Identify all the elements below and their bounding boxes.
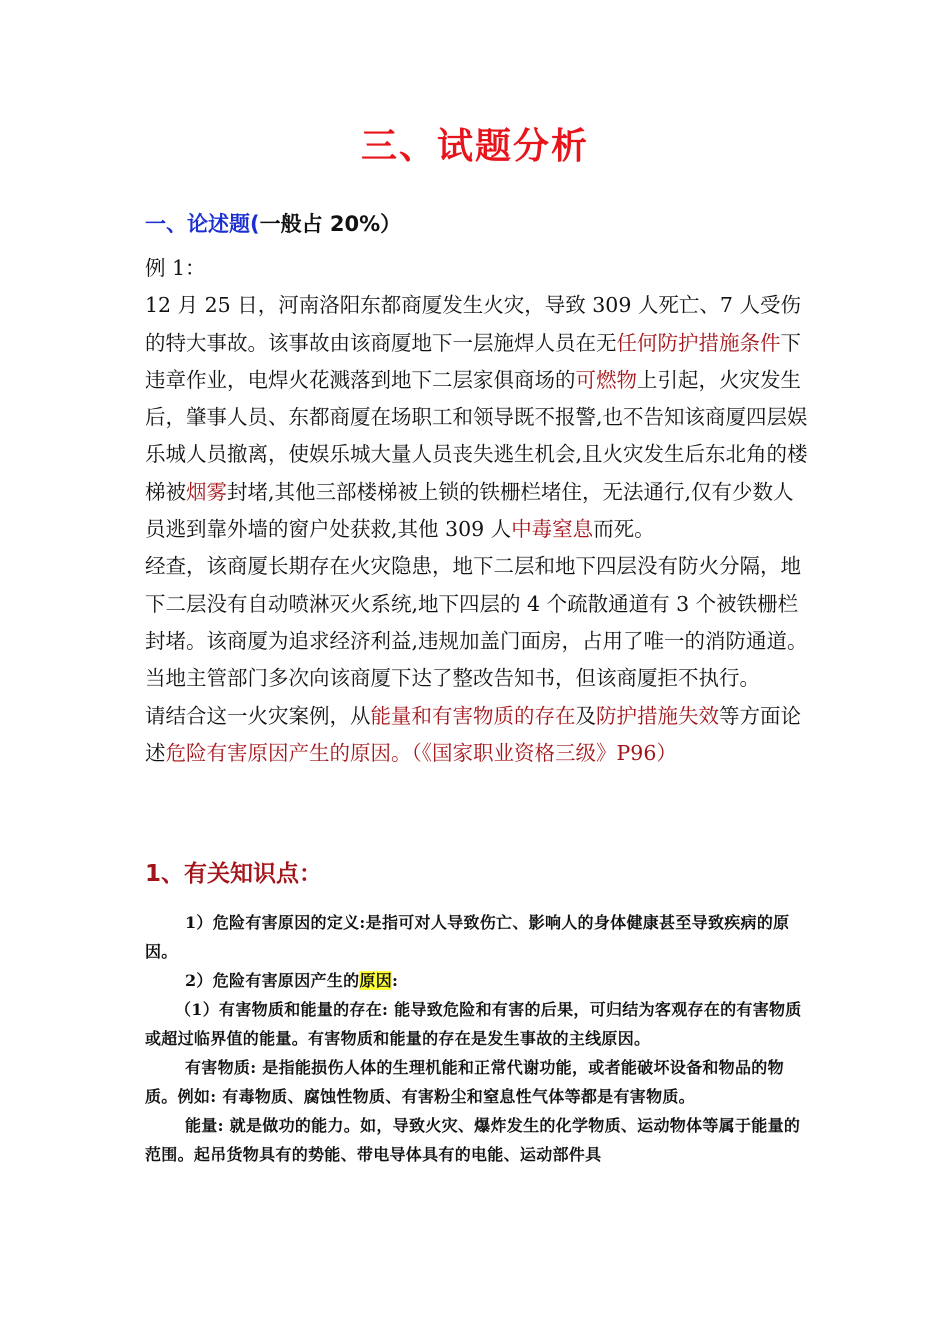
knowledge-text (145, 908, 809, 1169)
knowledge-item-energy: 能量: 就是做功的能力。如，导致火灾、爆炸发生的化学物质、运动物体等属于能量的范围。起吊货物具有的势能、带电导体具有的电能、运动部件具 (145, 1116, 801, 1164)
text-run: 12 月 25 日，河南洛阳东都商厦发生火灾，导致 309 人死亡、7 人受伤的特大事故。该事故由该商厦地下一层施焊人员在无 (145, 293, 801, 355)
highlighted-word: 原因 (359, 971, 393, 990)
highlight-text: 危险有害原因产生的原因。（《国家职业资格三级》P96） (165, 740, 677, 765)
text-run: 下违章作业，电焊火花溅落到地下二层家俱商场的 (145, 330, 801, 392)
text-run: 及 (575, 703, 596, 728)
case-paragraph-1 (145, 287, 809, 548)
text-run: : (392, 971, 399, 990)
section-heading-suffix: 一般占 20%） (259, 212, 402, 236)
case-text (145, 250, 809, 772)
knowledge-heading: 1、有关知识点： (145, 861, 323, 887)
text-run: 请结合这一火灾案例，从 (145, 703, 371, 728)
case-question (145, 698, 809, 773)
text-run: 而死。 (593, 517, 655, 542)
text-run: 等方面论述 (145, 703, 801, 765)
section-heading-prefix: 一、论述题( (145, 212, 260, 236)
case-paragraph-2: 经查，该商厦长期存在火灾隐患，地下二层和地下四层没有防火分隔，地下二层没有自动喷淋灭火系统,地下四层的 4 个疏散通道有 3 个被铁栅栏封堵。该商厦为追求经济利益,违规加盖门面房，占用了唯一的消防通道。当地主管部门多次向该商厦下达了整改告知书，但该商厦拒不执行。 (145, 554, 808, 691)
highlight-text: 能量和有害物质的存在 (370, 703, 576, 728)
knowledge-item-harmful-substances: 有害物质: 是指能损伤人体的生理机能和正常代谢功能，或者能破坏设备和物品的物质。例如: 有毒物质、腐蚀性物质、有害粉尘和窒息性气体等都是有害物质。 (145, 1058, 784, 1106)
example-label: 例 1： (145, 256, 206, 280)
highlight-text: 可燃物 (575, 367, 637, 392)
highlight-text: 中毒窒息 (511, 517, 594, 542)
knowledge-item-causes (145, 966, 809, 995)
page-title: 三、试题分析 (360, 126, 589, 167)
text-run: 封堵,其他三部楼梯被上锁的铁栅栏堵住，无法通行,仅有少数人员逃到靠外墙的窗户处获救,其他 309 人 (145, 479, 794, 542)
highlight-text: 任何防护措施条件 (616, 330, 781, 355)
knowledge-item-substances-energy: （1）有害物质和能量的存在: 能导致危险和有害的后果，可归结为客观存在的有害物质或超过临界值的能量。有害物质和能量的存在是发生事故的主线原因。 (145, 1000, 802, 1048)
text-run: 上引起，火灾发生后，肇事人员、东都商厦在场职工和领导既不报警,也不告知该商厦四层娱乐城人员撤离，使娱乐城大量人员丧失逃生机会,且火灾发生后东北角的楼梯被 (145, 367, 808, 504)
highlight-text: 防护措施失效 (596, 703, 719, 728)
highlight-text: 烟雾 (186, 479, 227, 504)
knowledge-item-definition: 1）危险有害原因的定义:是指可对人导致伤亡、影响人的身体健康甚至导致疾病的原因。 (145, 913, 790, 961)
section-heading (145, 208, 401, 238)
text-run: 2）危险有害原因产生的 (185, 971, 360, 990)
